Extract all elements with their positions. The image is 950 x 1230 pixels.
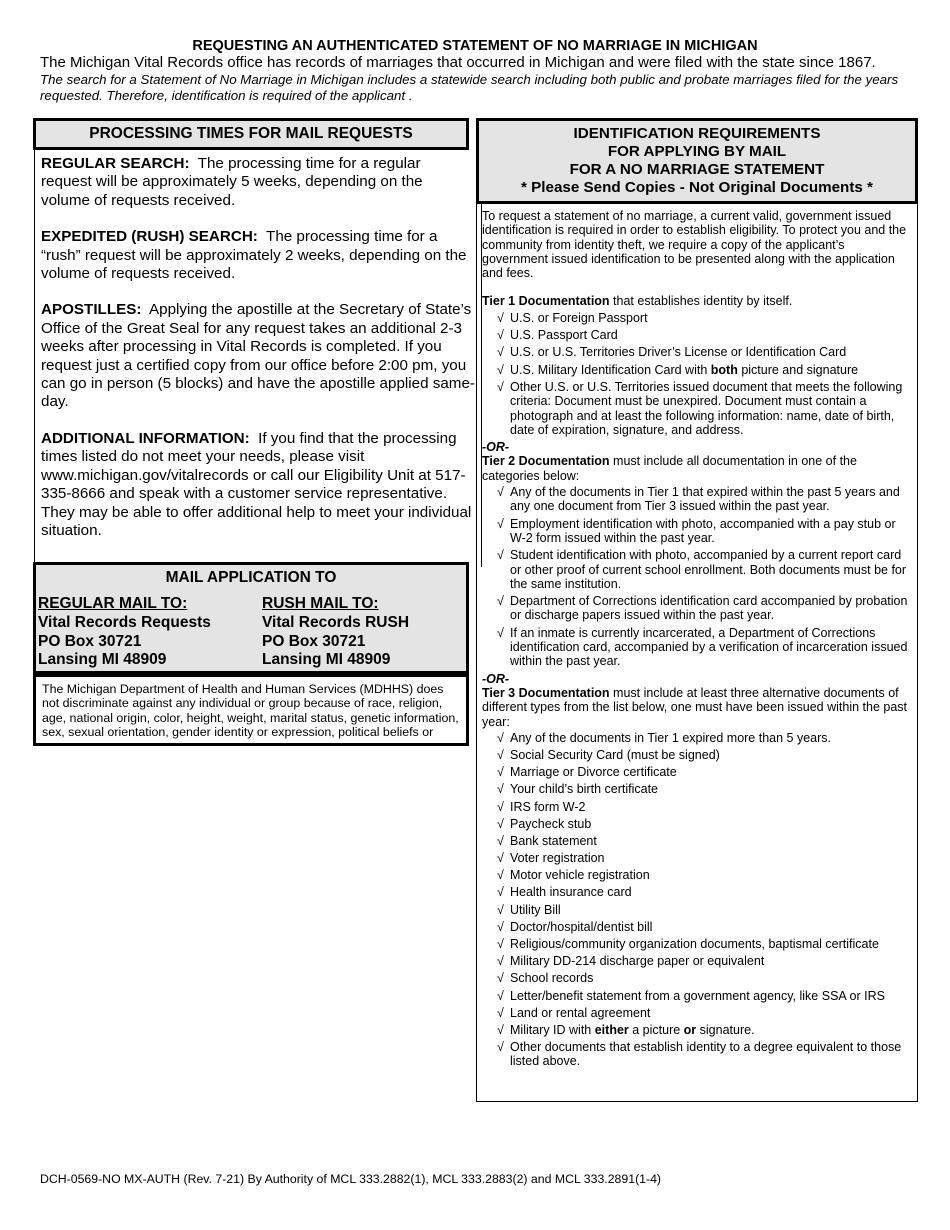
intro-italic-text: The search for a Statement of No Marriage in Michigan includes a statewide search including both public and probate marriages filed for the years requested. Therefore, identification is required of the applicant .: [40, 72, 899, 103]
check-icon: √: [497, 885, 504, 900]
list-item: [482, 594, 913, 623]
list-item: [482, 817, 913, 831]
regular-mail-address: [38, 595, 211, 670]
tier1-heading: [482, 294, 913, 308]
nondiscrimination-notice: [33, 674, 469, 746]
list-item: [482, 1040, 913, 1069]
list-item: [482, 782, 913, 796]
list-item: [482, 885, 913, 899]
check-icon: √: [497, 971, 504, 986]
tier2-item: If an inmate is currently incarcerated, a Department of Corrections identification card, accompanied by a verification of incarceration issued within the past year.: [510, 625, 908, 669]
rush-mail-line2: PO Box 30721: [262, 632, 366, 650]
tier3-item: IRS form W-2: [510, 799, 586, 814]
military-id-a: Military ID with: [510, 1022, 595, 1037]
id-requirements-intro: To request a statement of no marriage, a current valid, government issued identification is required in order to establish eligibility. To protect you and the community from identity theft, we require a copy of the applicant’s government issued identification to be presented along with the application and fees.: [482, 209, 907, 281]
list-item: [482, 1023, 913, 1037]
list-item: [482, 731, 913, 745]
list-item: [482, 851, 913, 865]
tier3-item: Land or rental agreement: [510, 1005, 651, 1020]
id-header-line1: IDENTIFICATION REQUIREMENTS: [573, 125, 821, 142]
form-footer: DCH-0569-NO MX-AUTH (Rev. 7-21) By Authority of MCL 333.2882(1), MCL 333.2883(2) and MCL 333.2891(1-4): [40, 1172, 662, 1186]
check-icon: √: [497, 485, 504, 500]
list-item: [482, 748, 913, 762]
tier2-item: Student identification with photo, accompanied by a current report card or other proof of current school enrollment. Both documents must be for the same institution.: [510, 548, 907, 591]
check-icon: √: [497, 379, 504, 394]
regular-search-paragraph: [41, 155, 475, 210]
mail-application-title: MAIL APPLICATION TO: [165, 569, 337, 586]
tier3-item: Military DD-214 discharge paper or equivalent: [510, 954, 765, 969]
tier3-item: Doctor/hospital/dentist bill: [510, 919, 653, 934]
list-item: [482, 548, 913, 591]
tier3-item: Bank statement: [510, 833, 597, 848]
check-icon: √: [497, 902, 504, 917]
id-header-line2: FOR APPLYING BY MAIL: [607, 143, 787, 160]
list-item: [482, 765, 913, 779]
processing-times-section: [34, 150, 482, 567]
check-icon: √: [497, 310, 504, 325]
tier3-list: [482, 731, 913, 1069]
apostilles-label: APOSTILLES:: [41, 301, 142, 319]
check-icon: √: [497, 747, 504, 762]
military-id-b: either: [594, 1022, 629, 1037]
additional-info-label: ADDITIONAL INFORMATION:: [41, 429, 250, 447]
tier1-label: Tier 1 Documentation: [482, 294, 610, 309]
check-icon: √: [497, 868, 504, 883]
expedited-search-text: The processing time for a “rush” request will be approximately 2 weeks, depending on the volume of requests received.: [41, 228, 467, 283]
or-separator: -OR-: [482, 671, 510, 686]
additional-info-paragraph: [41, 430, 475, 540]
check-icon: √: [497, 919, 504, 934]
mail-application-box: [33, 562, 469, 674]
processing-times-title: PROCESSING TIMES FOR MAIL REQUESTS: [89, 125, 413, 142]
tier1-item: U.S. Passport Card: [510, 328, 618, 343]
page-title: REQUESTING AN AUTHENTICATED STATEMENT OF NO MARRIAGE IN MICHIGAN: [192, 38, 758, 54]
tier2-item: Employment identification with photo, accompanied with a pay stub or W-2 form issued within the past year.: [510, 516, 896, 545]
check-icon: √: [497, 516, 504, 531]
check-icon: √: [497, 594, 504, 609]
tier1-item: U.S. or Foreign Passport: [510, 310, 648, 325]
nondiscrimination-text: The Michigan Department of Health and Human Services (MDHHS) does not discriminate against any individual or group because of race, religion, age, national origin, color, height, weight, marital status, genetic information, sex, sexual orientation, gender identity or expression, political beliefs or: [42, 682, 459, 740]
tier1-desc: that establishes identity by itself.: [609, 294, 793, 309]
tier3-item: Marriage or Divorce certificate: [510, 765, 677, 780]
tier3-item: Motor vehicle registration: [510, 868, 650, 883]
list-item: [482, 363, 913, 377]
tier3-item: Paycheck stub: [510, 816, 592, 831]
id-header-line4: * Please Send Copies - Not Original Documents *: [521, 179, 873, 196]
list-item: [482, 1006, 913, 1020]
list-item: [482, 834, 913, 848]
id-requirements-section: [476, 204, 918, 1102]
id-header-line3: FOR A NO MARRIAGE STATEMENT: [569, 161, 825, 178]
check-icon: √: [497, 833, 504, 848]
rush-mail-line1: Vital Records RUSH: [262, 613, 410, 631]
check-icon: √: [497, 345, 504, 360]
check-icon: √: [497, 816, 504, 831]
list-item: [482, 989, 913, 1003]
tier2-list: [482, 485, 913, 669]
list-item: [482, 311, 913, 325]
check-icon: √: [497, 548, 504, 563]
tier3-item: Religious/community organization documents, baptismal certificate: [510, 937, 879, 952]
list-item: [482, 937, 913, 951]
rush-mail-heading: RUSH MAIL TO:: [262, 595, 379, 612]
tier2-heading: [482, 454, 913, 483]
expedited-search-label: EXPEDITED (RUSH) SEARCH:: [41, 228, 258, 246]
check-icon: √: [497, 362, 504, 377]
check-icon: √: [497, 851, 504, 866]
tier3-desc: must include at least three alternative documents of different types from the list below, one must have been issued within the past year:: [482, 685, 908, 729]
regular-mail-line1: Vital Records Requests: [38, 613, 211, 631]
tier3-item: Letter/benefit statement from a government agency, like SSA or IRS: [510, 988, 885, 1003]
tier2-label: Tier 2 Documentation: [482, 454, 610, 469]
list-item: [482, 868, 913, 882]
tier1-list: [482, 311, 913, 437]
tier3-label: Tier 3 Documentation: [482, 685, 610, 700]
military-id-e: signature.: [696, 1022, 755, 1037]
tier3-item: Your child’s birth certificate: [510, 782, 658, 797]
military-id-c: a picture: [628, 1022, 684, 1037]
expedited-search-paragraph: [41, 228, 475, 283]
tier1-item-bold: both: [710, 362, 738, 377]
tier3-item: Social Security Card (must be signed): [510, 747, 720, 762]
tier3-item: Any of the documents in Tier 1 expired more than 5 years.: [510, 730, 832, 745]
list-item: [482, 920, 913, 934]
list-item: [482, 380, 913, 437]
check-icon: √: [497, 730, 504, 745]
apostilles-text: Applying the apostille at the Secretary of State’s Office of the Great Seal for any request takes an additional 2-3 weeks after processing in Vital Records is completed. If you request just a certified copy from our office before 2:00 pm, you can go in person (5 blocks) and have the apostille applied same-day.: [41, 301, 475, 411]
regular-mail-heading: REGULAR MAIL TO:: [38, 595, 188, 612]
intro-text: The Michigan Vital Records office has records of marriages that occurred in Michigan and were filed with the state since 1867.: [40, 54, 876, 71]
or-separator: -OR-: [482, 440, 510, 455]
tier1-item-a: U.S. Military Identification Card with: [510, 362, 711, 377]
id-requirements-header: [476, 118, 918, 204]
list-item: [482, 954, 913, 968]
processing-times-header: [33, 118, 469, 150]
check-icon: √: [497, 328, 504, 343]
check-icon: √: [497, 954, 504, 969]
tier3-item: Utility Bill: [510, 902, 561, 917]
check-icon: √: [497, 765, 504, 780]
regular-search-text: The processing time for a regular request will be approximately 5 weeks, depending on the volume of requests received.: [41, 155, 423, 209]
check-icon: √: [497, 1022, 504, 1037]
tier2-desc: must include all documentation in one of the categories below:: [482, 454, 857, 483]
list-item: [482, 903, 913, 917]
tier1-item: U.S. or U.S. Territories Driver’s License or Identification Card: [510, 345, 847, 360]
tier1-item: Other U.S. or U.S. Territories issued document that meets the following criteria: Document must be unexpired. Document must contain a photograph and at least the following information: name, date of birth, date of expiration, signature, and address.: [510, 379, 903, 437]
regular-mail-line2: PO Box 30721: [38, 632, 142, 650]
tier3-item: Voter registration: [510, 851, 605, 866]
list-item: [482, 345, 913, 359]
check-icon: √: [497, 937, 504, 952]
check-icon: √: [497, 988, 504, 1003]
tier3-heading: [482, 686, 913, 729]
list-item: [482, 517, 913, 546]
list-item: [482, 971, 913, 985]
regular-mail-line3: Lansing MI 48909: [38, 651, 167, 669]
check-icon: √: [497, 782, 504, 797]
list-item: [482, 328, 913, 342]
list-item: [482, 485, 913, 514]
check-icon: √: [497, 625, 504, 640]
tier2-item: Any of the documents in Tier 1 that expired within the past 5 years and any one document from Tier 3 issued within the past year.: [510, 485, 900, 514]
military-id-d: or: [683, 1022, 697, 1037]
tier2-item: Department of Corrections identification card accompanied by probation or discharge papers issued within the past year.: [510, 594, 908, 623]
tier1-item-c: picture and signature: [737, 362, 859, 377]
apostilles-paragraph: [41, 301, 475, 411]
tier3-item: School records: [510, 971, 594, 986]
list-item: [482, 626, 913, 669]
check-icon: √: [497, 799, 504, 814]
rush-mail-line3: Lansing MI 48909: [262, 651, 391, 669]
regular-search-label: REGULAR SEARCH:: [41, 155, 190, 172]
check-icon: √: [497, 1005, 504, 1020]
additional-info-text: If you find that the processing times listed do not meet your needs, please visit www.michigan.gov/vitalrecords or call our Eligibility Unit at 517-335-8666 and speak with a customer service representative. They may be able to offer additional help to meet your individual situation.: [41, 429, 472, 539]
tier3-item: Other documents that establish identity to a degree equivalent to those listed above.: [510, 1040, 902, 1069]
rush-mail-address: [262, 595, 409, 670]
list-item: [482, 800, 913, 814]
check-icon: √: [497, 1040, 504, 1055]
tier3-item: Health insurance card: [510, 885, 632, 900]
